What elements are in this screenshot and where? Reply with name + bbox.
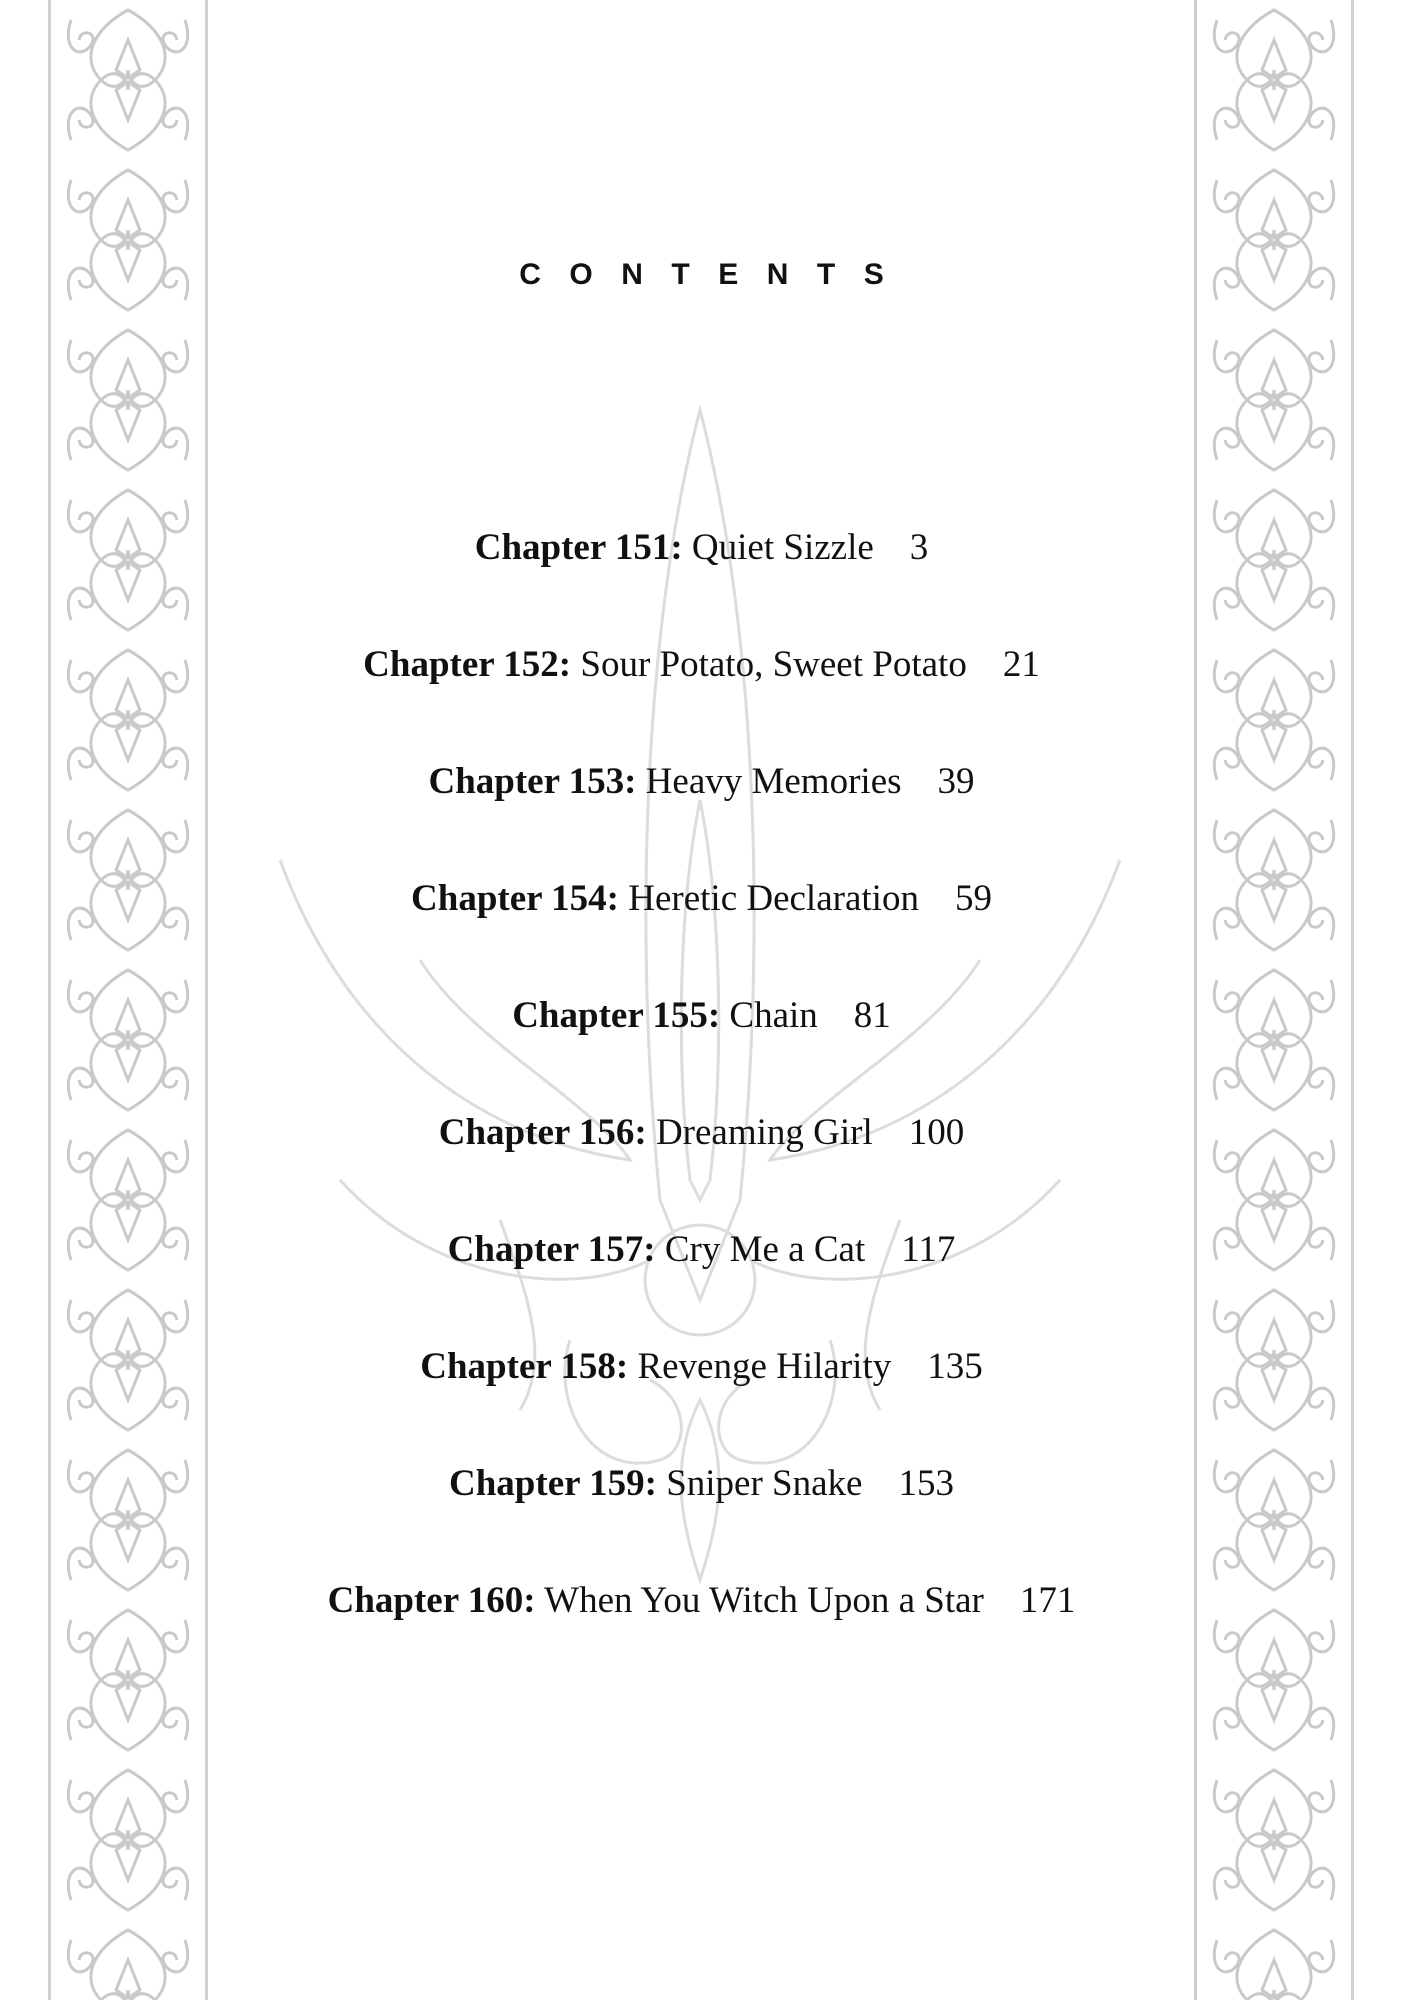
chapter-page-number: 171 bbox=[1019, 1580, 1076, 1621]
chapter-title: Sniper Snake bbox=[656, 1463, 863, 1504]
chapter-title: Heavy Memories bbox=[636, 761, 902, 802]
toc-entry bbox=[0, 1228, 1403, 1271]
contents-heading: CONTENTS bbox=[519, 258, 913, 291]
chapter-title: When You Witch Upon a Star bbox=[535, 1580, 984, 1621]
chapter-title: Cry Me a Cat bbox=[655, 1229, 866, 1270]
chapter-page-number: 117 bbox=[901, 1229, 956, 1270]
chapter-page-number: 135 bbox=[927, 1346, 983, 1387]
chapter-title: Heretic Declaration bbox=[619, 878, 919, 919]
chapter-number: Chapter 157: bbox=[447, 1229, 656, 1270]
chapter-number: Chapter 151: bbox=[474, 527, 683, 568]
toc-entry bbox=[0, 877, 1403, 920]
chapter-title: Sour Potato, Sweet Potato bbox=[571, 644, 967, 685]
toc-entry bbox=[0, 994, 1403, 1037]
chapter-number: Chapter 154: bbox=[411, 878, 619, 919]
chapter-page-number: 153 bbox=[898, 1463, 954, 1504]
toc-entry bbox=[0, 1345, 1403, 1388]
chapter-page-number: 21 bbox=[1002, 644, 1040, 685]
toc-entry bbox=[0, 526, 1403, 569]
chapter-number: Chapter 153: bbox=[428, 761, 637, 802]
chapter-title: Chain bbox=[720, 995, 818, 1036]
chapter-number: Chapter 152: bbox=[363, 644, 572, 685]
toc-entry bbox=[0, 1579, 1403, 1622]
toc-entry bbox=[0, 643, 1403, 686]
chapter-page-number: 39 bbox=[937, 761, 975, 802]
chapter-title: Dreaming Girl bbox=[646, 1112, 873, 1153]
chapter-title: Quiet Sizzle bbox=[682, 527, 874, 568]
chapter-number: Chapter 158: bbox=[420, 1346, 629, 1387]
toc-entry bbox=[0, 1111, 1403, 1154]
chapter-number: Chapter 160: bbox=[327, 1580, 536, 1621]
chapter-number: Chapter 159: bbox=[449, 1463, 657, 1504]
chapter-number: Chapter 155: bbox=[512, 995, 721, 1036]
chapter-title: Revenge Hilarity bbox=[628, 1346, 892, 1387]
chapter-number: Chapter 156: bbox=[438, 1112, 647, 1153]
chapter-page-number: 59 bbox=[954, 878, 992, 919]
toc-entry bbox=[0, 1462, 1403, 1505]
chapter-page-number: 3 bbox=[909, 527, 929, 568]
chapter-page-number: 81 bbox=[853, 995, 891, 1036]
toc-entry bbox=[0, 760, 1403, 803]
chapter-page-number: 100 bbox=[908, 1112, 965, 1153]
